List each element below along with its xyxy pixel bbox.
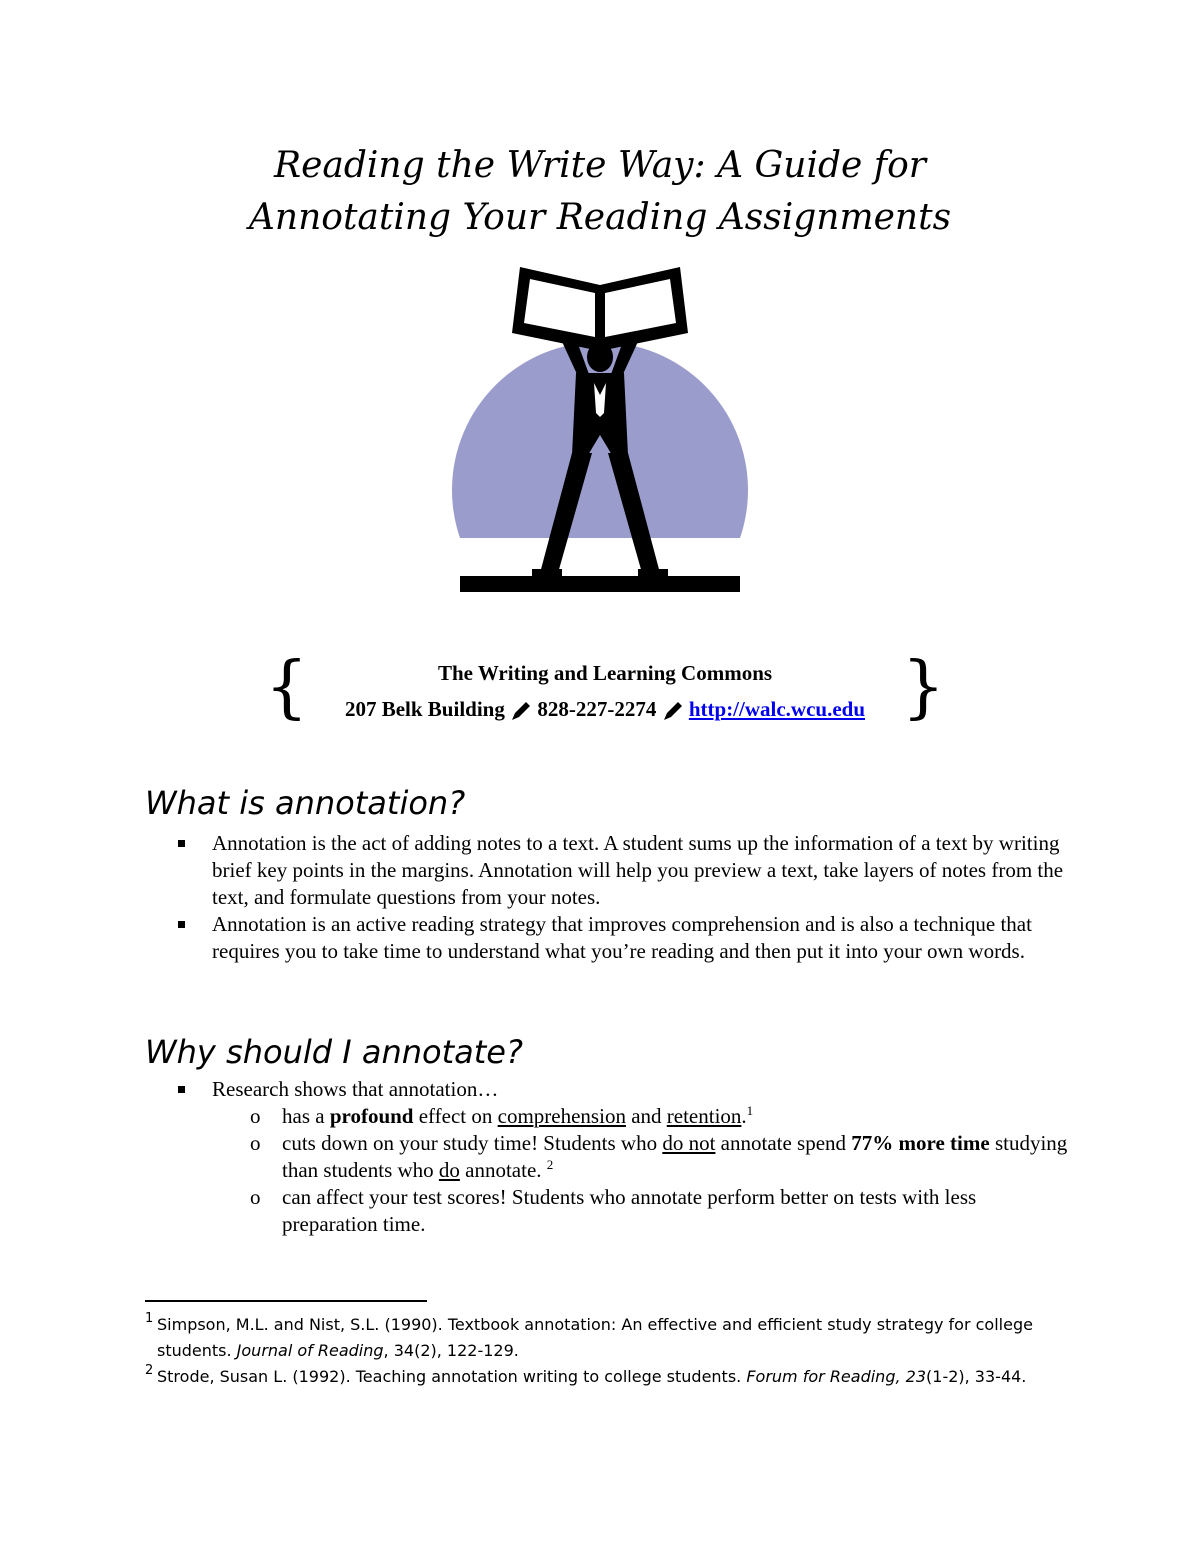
- phone-number: 828-227-2274: [537, 697, 657, 721]
- footnote-ref[interactable]: 1: [746, 1103, 754, 1118]
- footnotes: [145, 1312, 1065, 1390]
- square-bullet-icon: [178, 1086, 185, 1093]
- title-line-2: Annotating Your Reading Assignments: [248, 197, 952, 238]
- list-item: Annotation is the act of adding notes to a text. A student sums up the information of a text by writing brief key points in the margins. Annotation will help you preview a text, take layers of notes from the text, and formulate questions from your notes.: [170, 830, 1070, 911]
- annotation-benefits-list: [170, 1076, 1070, 1238]
- footnote-ref[interactable]: 2: [546, 1157, 554, 1172]
- footnote-number: 1: [145, 1311, 154, 1326]
- pedestal: [460, 576, 740, 592]
- organization-name: The Writing and Learning Commons: [437, 661, 773, 685]
- website-link[interactable]: http://walc.wcu.edu: [688, 697, 866, 721]
- list-item: Research shows that annotation…: [170, 1076, 1070, 1103]
- section-heading-what-is-annotation: What is annotation?: [145, 784, 466, 822]
- square-bullet-icon: [178, 921, 185, 928]
- address: 207 Belk Building: [344, 697, 505, 721]
- list-item: Annotation is an active reading strategy that improves comprehension and is also a technique that requires you to take time to understand what you’re reading and then put it into your own words.: [170, 911, 1070, 965]
- circle-bullet-icon: o: [250, 1185, 261, 1209]
- footnote-separator: [145, 1300, 427, 1302]
- pencil-icon: [662, 700, 684, 722]
- pencil-icon: [510, 700, 532, 722]
- section-heading-why-annotate: Why should I annotate?: [145, 1033, 523, 1071]
- right-brace: }: [901, 648, 945, 727]
- square-bullet-icon: [178, 840, 185, 847]
- title-line-1: Reading the Write Way: A Guide for: [274, 145, 926, 186]
- sub-list-item: o can affect your test scores! Students who annotate perform better on tests with less preparation time.: [250, 1185, 977, 1236]
- head: [587, 342, 613, 372]
- sub-list-item: o cuts down on your study time! Students who do not annotate spend 77% more time studying than students who do annotate. $^2$: [250, 1131, 1068, 1182]
- circle-bullet-icon: o: [250, 1104, 261, 1128]
- left-brace: {: [265, 648, 309, 727]
- circle-bullet-icon: o: [250, 1131, 261, 1155]
- footnote-1: 1 Simpson, M.L. and Nist, S.L. (1990). Textbook annotation: An effective and efficient study strategy for college students. Journal of Reading, 34(2), 122-129.: [145, 1312, 1065, 1364]
- contact-details: [305, 690, 905, 728]
- footnote-2: 2 Strode, Susan L. (1992). Teaching annotation writing to college students. Forum for Reading, 23(1-2), 33-44.: [145, 1364, 1065, 1390]
- person-holding-book-icon: [440, 255, 760, 595]
- annotation-definition-list: [170, 830, 1070, 965]
- footnote-number: 2: [145, 1363, 154, 1378]
- contact-lines: [305, 656, 905, 728]
- document-title: [0, 140, 1200, 244]
- contact-block: [265, 650, 945, 730]
- sub-list-item: o has a profound effect on comprehension and retention.$^1$: [250, 1103, 754, 1128]
